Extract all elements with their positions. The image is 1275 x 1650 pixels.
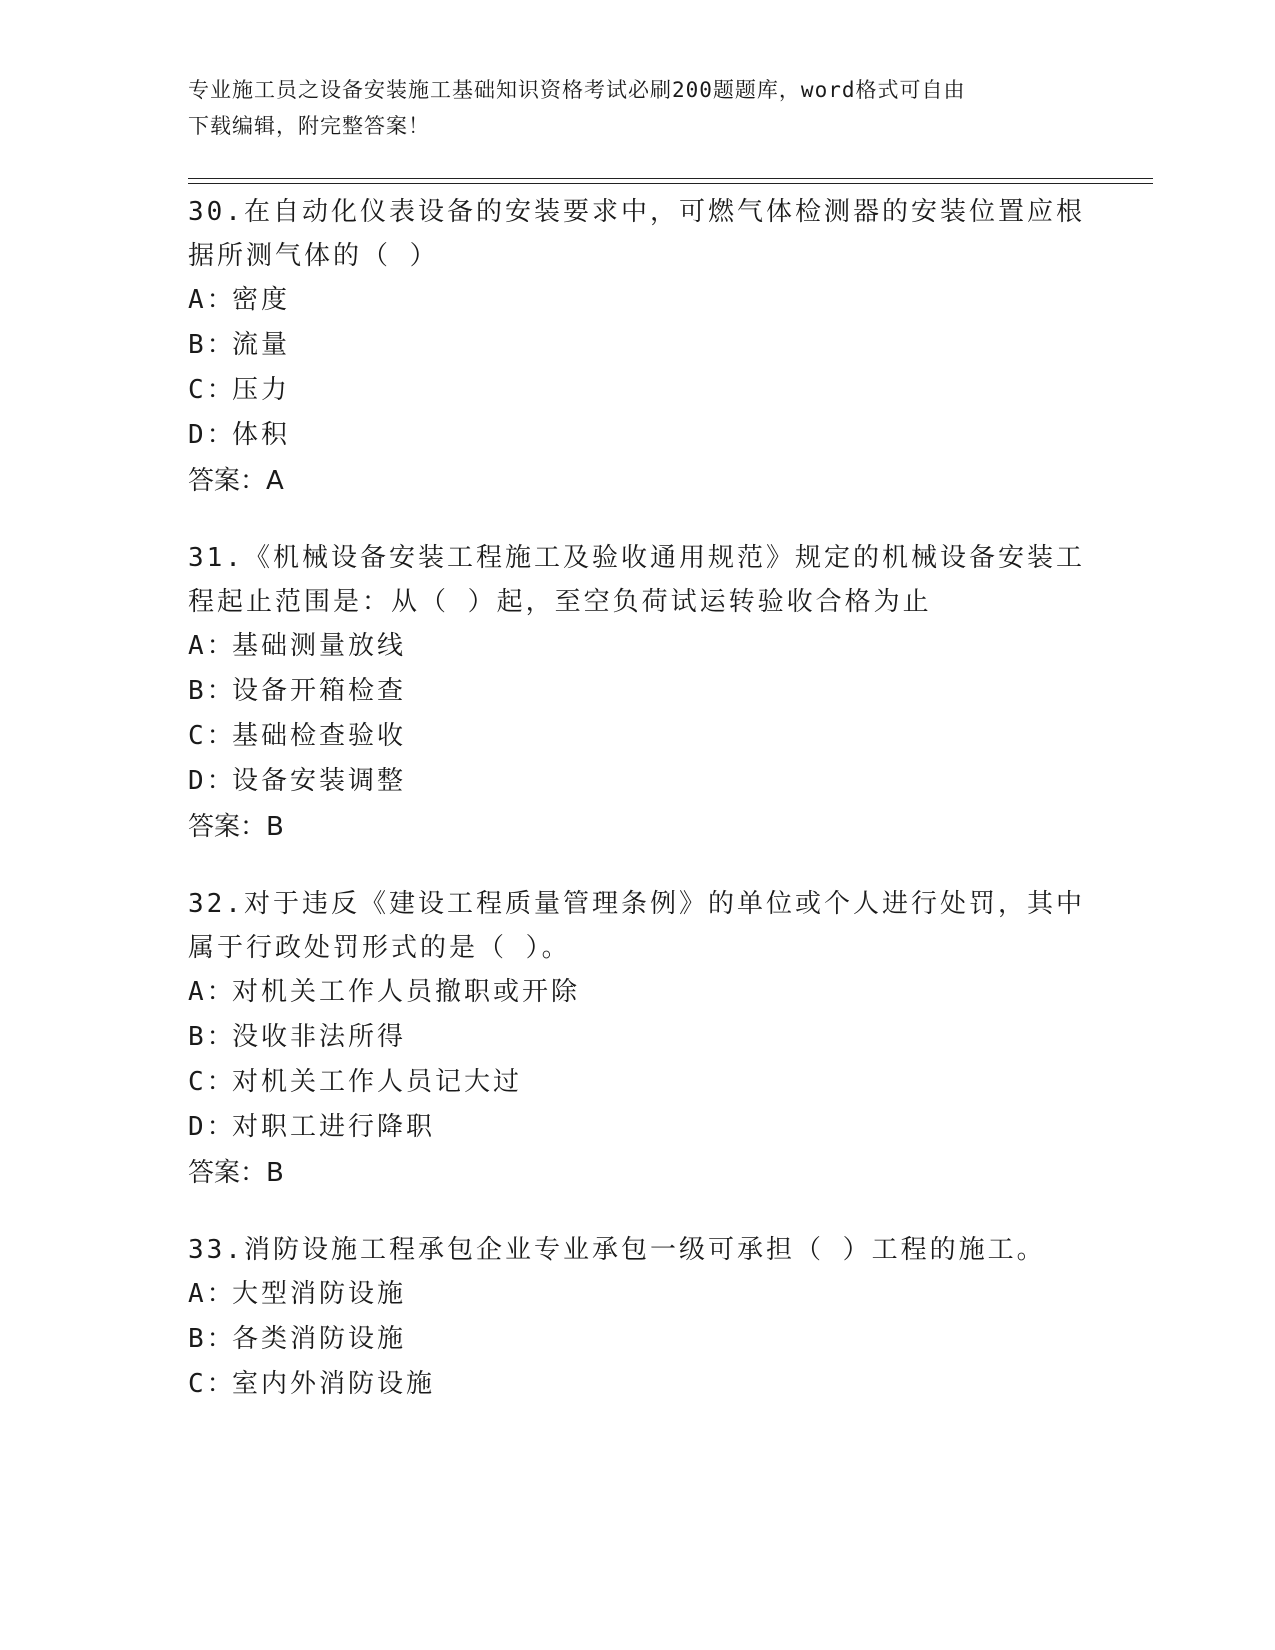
option-letter: B： [188,330,236,360]
header-line-1: 专业施工员之设备安装施工基础知识资格考试必刷200题题库，word格式可自由 [188,78,966,102]
question-text-line-2: 属于行政处罚形式的是（ ）。 [188,933,571,963]
question-text-line-1: 32.对于违反《建设工程质量管理条例》的单位或个人进行处罚，其中 [188,889,1085,919]
option-a [188,624,1088,669]
option-b [188,1015,1088,1060]
option-b [188,1317,1088,1362]
option-text: 基础测量放线 [232,631,407,661]
header-divider-bottom [188,183,1153,184]
header-divider-top [188,178,1153,179]
option-letter: D： [188,766,236,796]
option-letter: C： [188,721,236,751]
question-text-line-2: 据所测气体的（ ） [188,241,439,271]
option-letter: D： [188,420,236,450]
question-list [188,190,1088,1439]
option-text: 对职工进行降职 [232,1112,436,1142]
question-30 [188,190,1088,504]
option-text: 设备安装调整 [232,766,407,796]
option-a [188,278,1088,323]
question-text-line-1: 33.消防设施工程承包企业专业承包一级可承担（ ）工程的施工。 [188,1235,1046,1265]
option-c [188,1362,1088,1407]
option-d [188,1105,1088,1150]
question-text-line-2: 程起止范围是：从（ ）起，至空负荷试运转验收合格为止 [188,587,932,617]
option-text: 对机关工作人员记大过 [232,1067,523,1097]
option-text: 密度 [232,285,291,315]
option-b [188,323,1088,368]
option-letter: B： [188,676,236,706]
option-letter: A： [188,285,236,315]
option-c [188,1060,1088,1105]
option-text: 流量 [232,330,291,360]
option-letter: A： [188,631,236,661]
option-text: 压力 [232,375,291,405]
option-a [188,970,1088,1015]
answer: 答案：A [188,466,284,496]
option-text: 对机关工作人员撤职或开除 [232,977,581,1007]
option-text: 大型消防设施 [232,1279,407,1309]
header-line-2: 下载编辑，附完整答案！ [188,114,430,138]
option-c [188,714,1088,759]
document-header [188,72,1068,144]
question-text-line-1: 30.在自动化仪表设备的安装要求中，可燃气体检测器的安装位置应根 [188,197,1085,227]
option-a [188,1272,1088,1317]
option-letter: C： [188,375,236,405]
option-text: 基础检查验收 [232,721,407,751]
question-33 [188,1228,1088,1407]
answer: 答案：B [188,812,284,842]
option-letter: C： [188,1369,236,1399]
option-c [188,368,1088,413]
option-b [188,669,1088,714]
answer: 答案：B [188,1158,284,1188]
option-text: 体积 [232,420,291,450]
question-text-line-1: 31.《机械设备安装工程施工及验收通用规范》规定的机械设备安装工 [188,543,1085,573]
option-text: 没收非法所得 [232,1022,407,1052]
option-letter: A： [188,1279,236,1309]
option-text: 各类消防设施 [232,1324,407,1354]
question-31 [188,536,1088,850]
option-letter: D： [188,1112,236,1142]
option-letter: B： [188,1022,236,1052]
option-d [188,413,1088,458]
option-d [188,759,1088,804]
question-32 [188,882,1088,1196]
option-letter: B： [188,1324,236,1354]
option-letter: C： [188,1067,236,1097]
option-text: 室内外消防设施 [232,1369,436,1399]
option-letter: A： [188,977,236,1007]
option-text: 设备开箱检查 [232,676,407,706]
